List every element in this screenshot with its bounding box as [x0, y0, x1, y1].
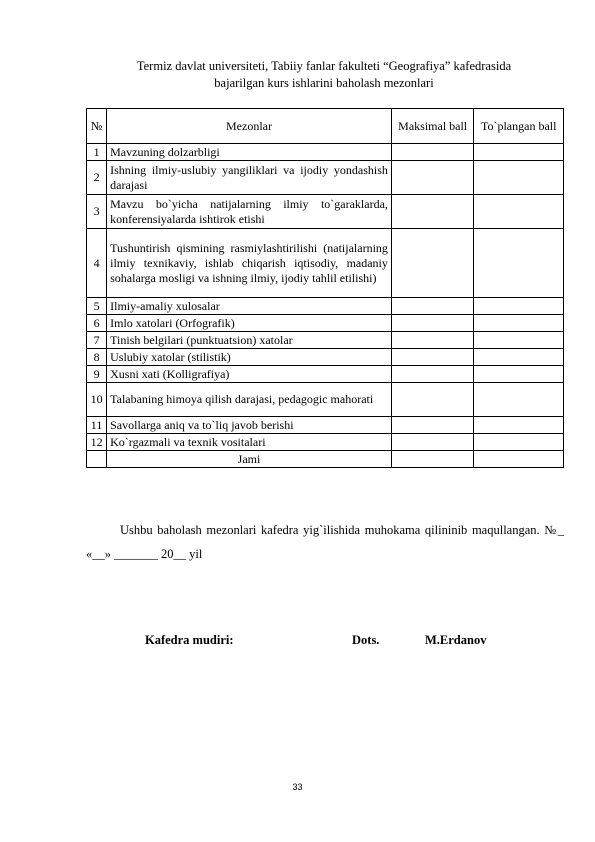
row-number: 1: [87, 144, 107, 161]
signature-name: M.Erdanov: [425, 633, 487, 647]
row-criteria: Mavzu bo`yicha natijalarning ilmiy to`garaklarda, konferensiyalarda ishtirok etishi: [107, 195, 392, 229]
received-score-cell: [474, 434, 564, 451]
header-number: №: [87, 109, 107, 144]
table-row: [87, 366, 564, 383]
row-number: 11: [87, 417, 107, 434]
received-score-cell: [474, 366, 564, 383]
max-score-cell: [391, 144, 474, 161]
row-number: 3: [87, 195, 107, 229]
title-line-1: Termiz davlat universiteti, Tabiiy fanlar fakulteti “Geografiya” kafedrasida: [136, 59, 512, 73]
row-criteria: Imlo xatolari (Orfografik): [107, 315, 392, 332]
row-criteria: Uslubiy xatolar (stilistik): [107, 349, 392, 366]
total-max-score-cell: [391, 451, 474, 468]
header-received-score: To`plangan ball: [474, 109, 564, 144]
received-score-cell: [474, 417, 564, 434]
max-score-cell: [391, 349, 474, 366]
row-criteria: Mavzuning dolzarbligi: [107, 144, 392, 161]
row-criteria: Tushuntirish qismining rasmiylashtirilishi (natijalarning ilmiy texnikaviy, ishlab chiqarish iqtisodiy, madaniy sohalarga mosligi va ishning ilmiy, ijodiy tahlil etilishi): [107, 229, 392, 298]
max-score-cell: [391, 332, 474, 349]
row-criteria: Ishning ilmiy-uslubiy yangiliklari va ijodiy yondashish darajasi: [107, 161, 392, 195]
row-number: 10: [87, 383, 107, 417]
received-score-cell: [474, 315, 564, 332]
row-criteria: Savollarga aniq va to`liq javob berishi: [107, 417, 392, 434]
max-score-cell: [391, 366, 474, 383]
table-header-row: [87, 109, 564, 144]
row-number: 8: [87, 349, 107, 366]
max-score-cell: [391, 229, 474, 298]
row-number: 4: [87, 229, 107, 298]
row-number: 9: [87, 366, 107, 383]
received-score-cell: [474, 298, 564, 315]
row-number: 2: [87, 161, 107, 195]
header-criteria: Mezonlar: [107, 109, 392, 144]
row-number: 12: [87, 434, 107, 451]
row-number: 5: [87, 298, 107, 315]
max-score-cell: [391, 434, 474, 451]
row-criteria: Ko`rgazmali va texnik vositalari: [107, 434, 392, 451]
row-criteria: Xusni xati (Kolligrafiya): [107, 366, 392, 383]
title-line-2: bajarilgan kurs ishlarini baholash mezonlari: [214, 76, 434, 90]
total-number-cell: [87, 451, 107, 468]
received-score-cell: [474, 144, 564, 161]
received-score-cell: [474, 195, 564, 229]
row-criteria: Ilmiy-amaliy xulosalar: [107, 298, 392, 315]
row-criteria: Talabaning himoya qilish darajasi, pedagogic mahorati: [107, 383, 392, 417]
row-number: 7: [87, 332, 107, 349]
signature-role: Kafedra mudiri:: [145, 633, 234, 647]
max-score-cell: [391, 417, 474, 434]
page-number: 33: [292, 782, 303, 792]
max-score-cell: [391, 195, 474, 229]
total-received-score-cell: [474, 451, 564, 468]
approval-paragraph: Ushbu baholash mezonlari kafedra yig`ilishida muhokama qilininib maqullangan. №_ «__» _______ 20__ yil: [86, 523, 564, 561]
signature-title: Dots.: [352, 633, 380, 647]
table-row: [87, 195, 564, 229]
document-title: [84, 58, 564, 92]
total-label: Jami: [107, 451, 392, 468]
table-row: [87, 161, 564, 195]
max-score-cell: [391, 161, 474, 195]
max-score-cell: [391, 383, 474, 417]
row-number: 6: [87, 315, 107, 332]
table-row: [87, 383, 564, 417]
received-score-cell: [474, 349, 564, 366]
table-row: [87, 315, 564, 332]
received-score-cell: [474, 161, 564, 195]
max-score-cell: [391, 315, 474, 332]
table-total-row: [87, 451, 564, 468]
table-row: [87, 144, 564, 161]
table-row: [87, 332, 564, 349]
table-row: [87, 229, 564, 298]
table-row: [87, 349, 564, 366]
received-score-cell: [474, 332, 564, 349]
criteria-table: [86, 108, 564, 468]
row-criteria: Tinish belgilari (punktuatsion) xatolar: [107, 332, 392, 349]
max-score-cell: [391, 298, 474, 315]
header-max-score: Maksimal ball: [391, 109, 474, 144]
received-score-cell: [474, 229, 564, 298]
received-score-cell: [474, 383, 564, 417]
table-row: [87, 417, 564, 434]
table-row: [87, 298, 564, 315]
table-row: [87, 434, 564, 451]
